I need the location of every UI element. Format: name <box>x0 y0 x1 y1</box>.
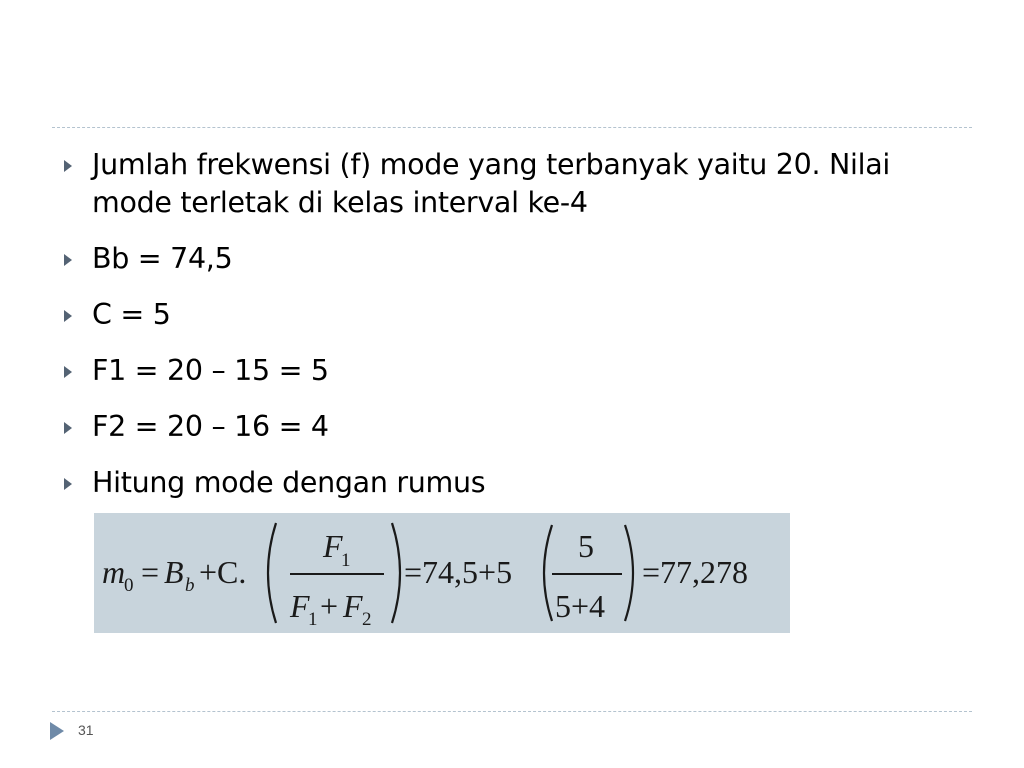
mode-formula-image <box>94 513 790 633</box>
formula-plus-c: +C. <box>199 554 247 590</box>
formula-result: =77,278 <box>642 554 749 590</box>
left-paren-1 <box>268 523 276 623</box>
bullet-item-formula-intro <box>62 464 952 502</box>
bullet-text: Bb = 74,5 <box>92 242 233 275</box>
bullet-arrow-icon <box>64 422 72 434</box>
right-paren-2 <box>625 525 633 621</box>
formula-denominator-f1: F <box>290 588 310 624</box>
bullet-arrow-icon <box>64 366 72 378</box>
bullet-list <box>62 146 952 520</box>
formula-m: m <box>102 554 126 590</box>
formula-svg <box>94 513 790 633</box>
formula-numerator-subscript: 1 <box>341 550 351 571</box>
formula-denominator-subscript-2: 2 <box>362 609 372 630</box>
bullet-item-bb <box>62 240 952 278</box>
right-paren-1 <box>392 523 400 623</box>
bullet-text: Hitung mode dengan rumus <box>92 466 486 499</box>
formula-denominator-plus: + <box>320 588 339 624</box>
bullet-text: Jumlah frekwensi (f) mode yang terbanyak yaitu 20. Nilai mode terletak di kelas interval ke-4 <box>92 148 890 219</box>
left-paren-2 <box>544 525 552 621</box>
bottom-divider <box>52 711 972 712</box>
slide-number: 31 <box>78 722 94 738</box>
formula-denominator-f2: F <box>343 588 363 624</box>
top-divider <box>52 127 972 128</box>
formula-b: B <box>164 554 184 590</box>
bullet-text: F2 = 20 – 16 = 4 <box>92 410 329 443</box>
bullet-item-c <box>62 296 952 334</box>
footer-arrow-icon <box>50 722 64 740</box>
formula-middle: =74,5+5 <box>404 554 513 590</box>
formula-numerator-2: 5 <box>578 528 594 564</box>
formula-numerator-f: F <box>323 528 343 564</box>
bullet-arrow-icon <box>64 254 72 266</box>
bullet-item-f2 <box>62 408 952 446</box>
bullet-text: C = 5 <box>92 298 171 331</box>
bullet-item-mode-description <box>62 146 952 222</box>
formula-b-subscript: b <box>185 575 195 596</box>
bullet-text: F1 = 20 – 15 = 5 <box>92 354 329 387</box>
formula-m-subscript: 0 <box>124 575 134 596</box>
bullet-arrow-icon <box>64 310 72 322</box>
bullet-arrow-icon <box>64 478 72 490</box>
formula-equals: = <box>141 554 160 590</box>
bullet-item-f1 <box>62 352 952 390</box>
formula-denominator-2: 5+4 <box>555 588 606 624</box>
bullet-arrow-icon <box>64 160 72 172</box>
formula-denominator-subscript-1: 1 <box>308 609 318 630</box>
